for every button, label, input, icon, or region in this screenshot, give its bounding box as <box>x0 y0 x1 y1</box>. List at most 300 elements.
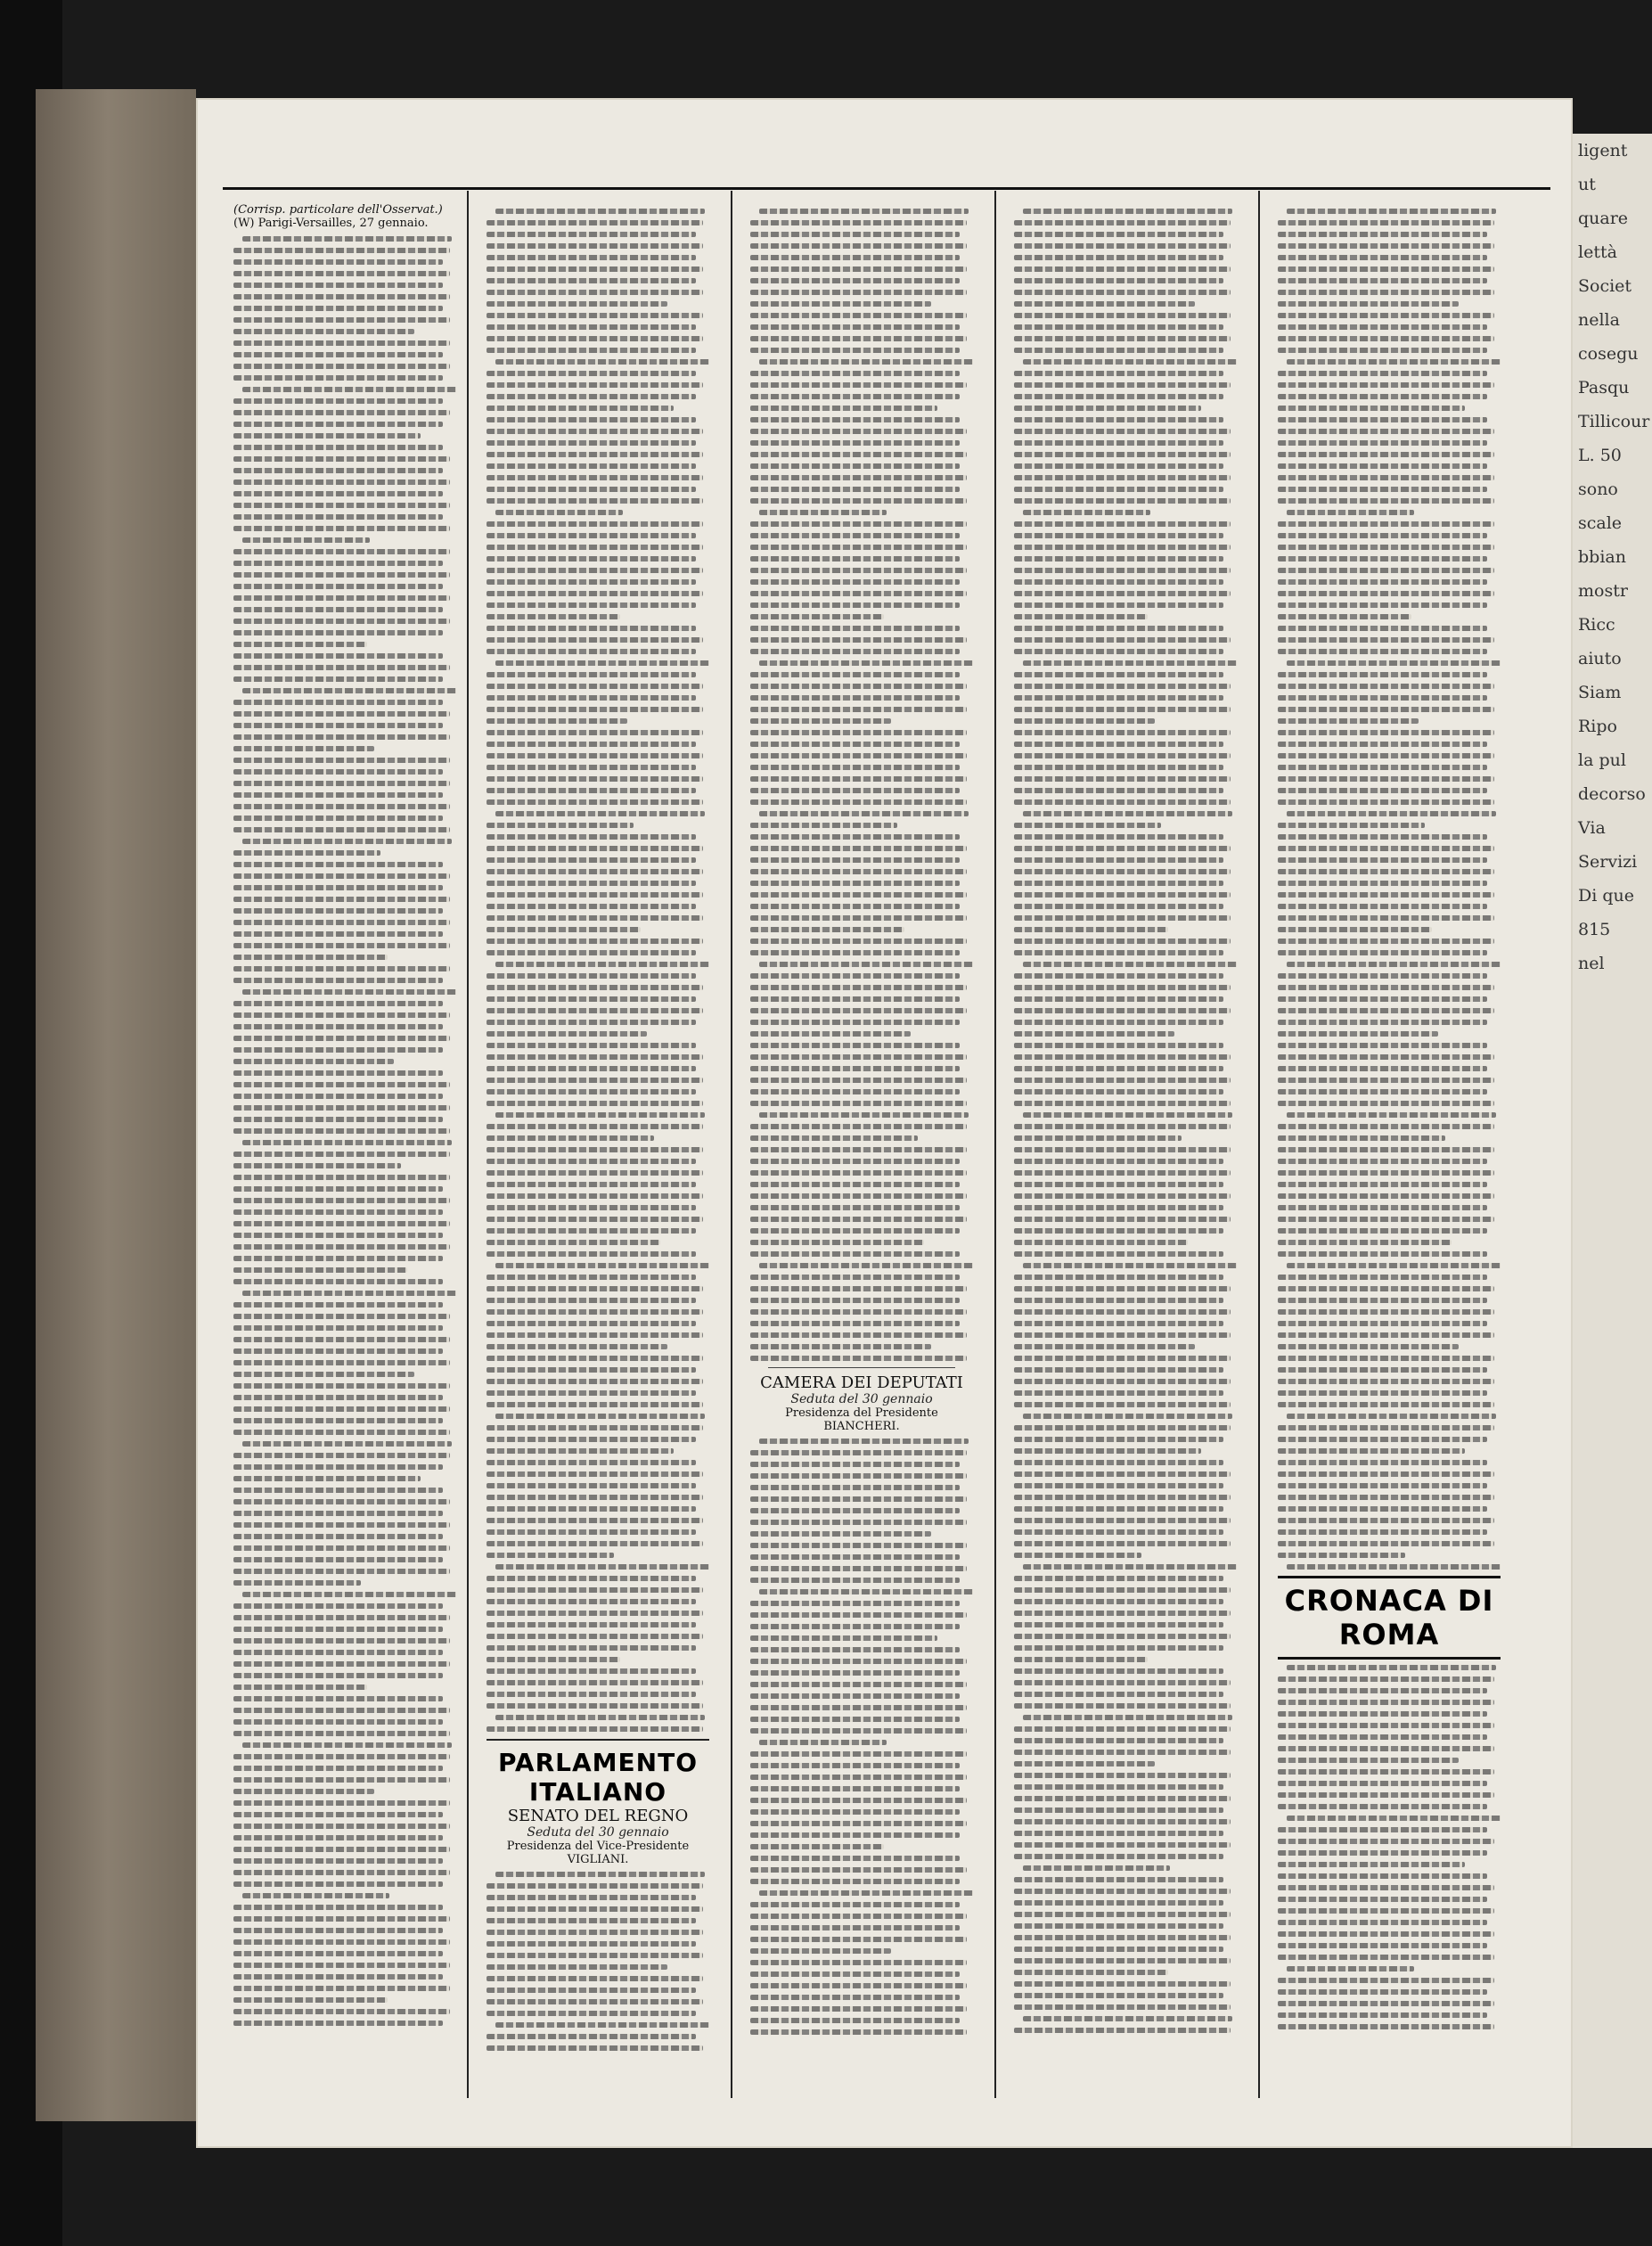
text-line <box>1278 1460 1487 1465</box>
adjacent-page-fragment: nella <box>1578 310 1620 330</box>
text-line <box>759 510 887 515</box>
text-line <box>1014 1761 1155 1766</box>
column-3 <box>750 203 973 2093</box>
text-line <box>233 1175 450 1180</box>
text-line <box>1014 1020 1223 1025</box>
text-line <box>1278 892 1494 898</box>
text-line <box>487 1680 703 1685</box>
text-line <box>233 306 443 311</box>
text-line <box>487 278 696 283</box>
text-line <box>1014 371 1223 376</box>
text-line <box>233 1163 401 1168</box>
text-line <box>1278 429 1494 434</box>
text-line <box>1014 1205 1223 1210</box>
text-line <box>487 324 696 330</box>
text-line <box>487 1054 703 1060</box>
text-line <box>487 695 696 701</box>
text-line <box>1278 1676 1494 1682</box>
text-line <box>487 313 703 318</box>
text-line <box>750 556 960 562</box>
text-line <box>487 637 703 643</box>
text-line <box>1014 313 1231 318</box>
text-lines <box>487 209 709 1732</box>
text-line <box>1014 1437 1223 1442</box>
text-line <box>1014 996 1223 1002</box>
text-line <box>1014 2004 1231 2010</box>
text-line <box>487 846 703 851</box>
text-line <box>1014 939 1231 944</box>
text-line <box>1023 660 1237 666</box>
text-line <box>233 1905 443 1910</box>
text-line <box>1278 1553 1405 1558</box>
text-line <box>750 2029 967 2035</box>
text-line <box>1014 406 1201 411</box>
text-line <box>487 440 696 446</box>
text-line <box>242 1291 456 1296</box>
text-line <box>487 1228 696 1234</box>
text-line <box>1278 1321 1487 1326</box>
text-line <box>233 630 443 635</box>
text-line <box>750 939 967 944</box>
text-line <box>750 313 967 318</box>
text-line <box>233 1047 443 1053</box>
text-line <box>1278 904 1487 909</box>
text-line <box>487 1240 660 1245</box>
text-line <box>487 1657 620 1662</box>
text-line <box>233 1406 450 1412</box>
text-line <box>233 1082 450 1087</box>
text-line <box>487 1634 703 1639</box>
text-line <box>750 742 960 747</box>
text-line <box>487 1170 703 1176</box>
text-line <box>487 1089 696 1094</box>
text-line <box>1278 1746 1494 1751</box>
text-line <box>750 1124 967 1129</box>
text-line <box>1278 927 1432 932</box>
text-line <box>1014 487 1223 492</box>
text-line <box>1278 1251 1487 1257</box>
text-line <box>242 989 456 995</box>
column-divider <box>731 191 732 2098</box>
text-line <box>233 1812 443 1817</box>
text-line <box>750 1159 960 1164</box>
text-line <box>1014 579 1223 585</box>
text-line <box>750 788 960 793</box>
text-line <box>487 220 703 225</box>
text-line <box>1278 1425 1494 1430</box>
text-line <box>233 503 450 508</box>
text-line <box>233 1997 388 2003</box>
text-line <box>1014 220 1231 225</box>
text-line <box>1278 649 1487 654</box>
text-line <box>495 209 705 214</box>
adjacent-page-fragment: mostr <box>1578 581 1628 601</box>
text-line <box>233 1395 443 1400</box>
text-line <box>1014 1078 1231 1083</box>
adjacent-page-fragment: Via <box>1578 818 1606 838</box>
text-line <box>495 1872 705 1877</box>
section-rule <box>768 1367 955 1368</box>
text-line <box>487 939 703 944</box>
adjacent-page-fragment: scale <box>1578 513 1623 533</box>
text-line <box>487 290 703 295</box>
text-line <box>233 1348 443 1354</box>
text-line <box>1278 985 1494 990</box>
text-line <box>487 521 703 527</box>
text-lines <box>750 1439 973 2035</box>
text-line <box>1278 1379 1494 1384</box>
text-line <box>233 1603 443 1609</box>
text-line <box>233 1464 443 1470</box>
text-line <box>233 364 450 369</box>
text-line <box>487 892 703 898</box>
text-line <box>233 1198 450 1203</box>
text-line <box>1278 742 1487 747</box>
text-line <box>750 1332 967 1338</box>
text-line <box>487 301 667 307</box>
text-line <box>1287 1564 1501 1570</box>
text-line <box>750 440 960 446</box>
text-line <box>1014 788 1223 793</box>
text-line <box>1014 1251 1223 1257</box>
text-line <box>233 2009 450 2014</box>
text-line <box>233 804 450 809</box>
text-line <box>1014 1807 1223 1813</box>
column-divider <box>1258 191 1260 2098</box>
text-line <box>1014 1101 1231 1106</box>
text-line <box>233 758 450 763</box>
text-line <box>487 927 641 932</box>
text-line <box>233 1372 414 1377</box>
text-line <box>1023 209 1232 214</box>
text-line <box>495 1564 709 1570</box>
text-line <box>242 688 456 693</box>
text-line <box>487 266 703 272</box>
text-line <box>1278 382 1494 388</box>
text-line <box>233 1186 443 1192</box>
text-line <box>1278 1367 1487 1373</box>
text-line <box>1014 1750 1231 1755</box>
text-line <box>233 549 450 554</box>
text-line <box>487 1726 703 1732</box>
text-line <box>1278 243 1494 249</box>
text-line <box>495 811 705 816</box>
text-line <box>750 1705 967 1710</box>
text-line <box>1278 730 1494 735</box>
text-line <box>1278 1931 1494 1937</box>
text-line <box>1014 1877 1223 1882</box>
text-line <box>233 665 450 670</box>
text-line <box>750 695 960 701</box>
text-line <box>487 406 674 411</box>
text-line <box>750 1578 960 1583</box>
text-line <box>1014 823 1161 828</box>
text-line <box>495 1112 705 1118</box>
text-line <box>1014 1726 1231 1732</box>
text-line <box>1014 973 1223 979</box>
text-line <box>487 371 696 376</box>
text-line <box>487 1066 696 1071</box>
text-line <box>233 526 450 531</box>
text-line <box>750 915 967 921</box>
cronaca-heading: CRONACA DI ROMA <box>1278 1576 1501 1660</box>
text-line <box>1014 881 1223 886</box>
text-line <box>233 271 450 276</box>
text-line <box>487 915 703 921</box>
text-line <box>233 897 450 902</box>
text-line <box>1278 695 1487 701</box>
text-line <box>1278 834 1487 840</box>
text-line <box>750 1286 967 1291</box>
text-line <box>1014 1541 1231 1546</box>
text-line <box>1278 1101 1494 1106</box>
text-line <box>1014 927 1168 932</box>
text-line <box>1278 915 1494 921</box>
text-line <box>487 1460 696 1465</box>
text-line <box>750 707 967 712</box>
text-line <box>487 1976 703 1981</box>
text-line <box>1278 1978 1494 1983</box>
text-line <box>233 1209 443 1215</box>
text-line <box>1278 776 1494 782</box>
text-line <box>1014 1043 1223 1048</box>
adjacent-page-fragment: decorso <box>1578 784 1646 804</box>
text-line <box>750 834 960 840</box>
text-line <box>1278 348 1487 353</box>
text-line <box>487 1390 696 1396</box>
text-line <box>1014 1796 1231 1801</box>
text-line <box>1014 324 1223 330</box>
text-line <box>750 1520 967 1525</box>
text-line <box>233 653 443 659</box>
text-line <box>233 1881 443 1887</box>
text-line <box>1278 1495 1494 1500</box>
text-line <box>1278 684 1494 689</box>
text-line <box>750 996 960 1002</box>
text-line <box>1014 799 1231 805</box>
text-line <box>750 1031 911 1037</box>
text-line <box>233 642 367 647</box>
text-line <box>750 637 967 643</box>
text-line <box>750 1844 884 1849</box>
text-line <box>1014 1402 1231 1407</box>
text-line <box>487 602 696 608</box>
text-line <box>750 718 891 724</box>
text-line <box>487 1309 703 1315</box>
text-line <box>750 1566 967 1571</box>
text-line <box>233 294 450 299</box>
text-line <box>487 742 696 747</box>
text-line <box>233 1418 443 1423</box>
text-line <box>759 811 969 816</box>
text-line <box>233 816 443 821</box>
text-line <box>233 1036 450 1041</box>
text-line <box>233 1916 450 1922</box>
text-line <box>1014 1321 1223 1326</box>
text-line <box>750 649 960 654</box>
text-line <box>233 1557 443 1562</box>
text-line <box>487 232 696 237</box>
text-line <box>1014 1332 1231 1338</box>
text-line <box>1278 1298 1487 1303</box>
text-line <box>487 1906 703 1912</box>
text-line <box>487 1529 696 1535</box>
text-line <box>750 266 967 272</box>
text-line <box>233 1302 443 1307</box>
text-line <box>242 1893 389 1898</box>
text-line <box>1278 463 1487 469</box>
text-line <box>1014 533 1223 538</box>
text-line <box>1023 1865 1170 1871</box>
adjacent-page-fragment: lettà <box>1578 242 1617 262</box>
text-line <box>487 1953 703 1958</box>
senato-heading: SENATO DEL REGNO <box>507 1807 689 1825</box>
text-line <box>1014 568 1231 573</box>
text-line <box>233 456 450 462</box>
text-line <box>487 1159 696 1164</box>
text-line <box>233 1731 450 1736</box>
text-line <box>487 1918 696 1923</box>
text-line <box>233 920 450 925</box>
text-line <box>1014 602 1223 608</box>
text-line <box>233 1615 450 1620</box>
text-line <box>750 278 960 283</box>
text-line <box>1014 614 1148 619</box>
text-line <box>750 1043 960 1048</box>
text-line <box>1014 2028 1231 2033</box>
text-line <box>233 1488 443 1493</box>
text-line <box>1278 1043 1487 1048</box>
text-line <box>487 1251 696 1257</box>
text-line <box>750 533 960 538</box>
text-line <box>1278 1781 1487 1786</box>
text-line <box>750 1473 967 1479</box>
text-line <box>233 1986 450 1991</box>
text-line <box>1278 394 1487 399</box>
text-line <box>1287 811 1496 816</box>
text-line <box>750 348 960 353</box>
text-line <box>1278 2012 1487 2018</box>
text-line <box>1278 1205 1487 1210</box>
text-line <box>750 1659 967 1664</box>
text-line <box>1014 1193 1231 1199</box>
text-line <box>1278 939 1494 944</box>
text-line <box>1014 1089 1223 1094</box>
text-line <box>1014 1576 1223 1581</box>
text-line <box>1023 1112 1232 1118</box>
text-line <box>487 1611 703 1616</box>
dateline: (W) Parigi-Versailles, 27 gennaio. <box>233 217 429 230</box>
text-line <box>1278 487 1487 492</box>
text-line <box>750 429 967 434</box>
text-line <box>1014 1379 1231 1384</box>
text-line <box>233 827 450 832</box>
text-line <box>1278 1711 1487 1717</box>
text-line <box>1278 1885 1494 1890</box>
text-line <box>1278 973 1487 979</box>
text-line <box>487 985 703 990</box>
text-line <box>1278 1758 1459 1763</box>
text-line <box>750 1647 960 1652</box>
text-line <box>487 799 703 805</box>
text-line <box>1014 1854 1223 1859</box>
text-line <box>1014 255 1223 260</box>
text-line <box>487 1425 703 1430</box>
adjacent-page-fragment: Pasqu <box>1578 378 1630 398</box>
text-line <box>1014 1889 1231 1894</box>
text-line <box>487 973 696 979</box>
text-line <box>750 545 967 550</box>
text-line <box>487 776 703 782</box>
text-line <box>233 433 421 439</box>
text-line <box>1014 1031 1174 1037</box>
text-line <box>487 545 703 550</box>
text-line <box>750 1635 937 1641</box>
text-line <box>233 1279 443 1284</box>
byline: (Corrisp. particolare dell'Osservat.) <box>233 203 443 217</box>
text-line <box>1278 1054 1494 1060</box>
text-line <box>487 1286 703 1291</box>
text-line <box>233 1499 450 1504</box>
text-line <box>759 1740 887 1745</box>
text-line <box>750 232 960 237</box>
text-line <box>1278 1769 1494 1775</box>
text-line <box>233 1569 450 1574</box>
text-line <box>487 753 703 758</box>
text-line <box>1014 1912 1231 1917</box>
text-line <box>1014 950 1223 955</box>
text-line <box>1287 209 1496 214</box>
text-line <box>750 1531 931 1537</box>
text-line <box>1278 1850 1487 1856</box>
text-line <box>1287 1263 1501 1268</box>
text-line <box>750 1798 967 1803</box>
text-line <box>750 417 960 422</box>
text-line <box>1014 1773 1231 1778</box>
text-line <box>759 1112 969 1118</box>
text-line <box>233 1430 450 1435</box>
text-line <box>495 359 709 365</box>
text-line <box>1278 406 1465 411</box>
text-line <box>1278 579 1487 585</box>
text-line <box>487 869 703 874</box>
text-line <box>233 1545 450 1551</box>
text-line <box>487 243 703 249</box>
text-line <box>1278 672 1487 677</box>
text-line <box>1278 602 1487 608</box>
text-line <box>1014 417 1223 422</box>
text-line <box>1278 417 1487 422</box>
text-line <box>233 340 450 346</box>
text-line <box>750 1228 960 1234</box>
text-line <box>1278 1309 1494 1315</box>
adjacent-page-fragment: Ricc <box>1578 615 1615 635</box>
text-line <box>750 1321 960 1326</box>
text-line <box>750 1995 960 2000</box>
text-line <box>1014 1425 1231 1430</box>
text-line <box>233 1754 450 1759</box>
text-line <box>1278 545 1494 550</box>
adjacent-page-fragment: la pul <box>1578 750 1626 770</box>
text-line <box>750 973 960 979</box>
text-line <box>1014 1124 1231 1129</box>
text-line <box>233 619 450 624</box>
text-line <box>1278 266 1494 272</box>
text-line <box>750 1450 967 1455</box>
text-line <box>750 1182 960 1187</box>
text-line <box>1014 1668 1223 1674</box>
text-line <box>233 1511 443 1516</box>
